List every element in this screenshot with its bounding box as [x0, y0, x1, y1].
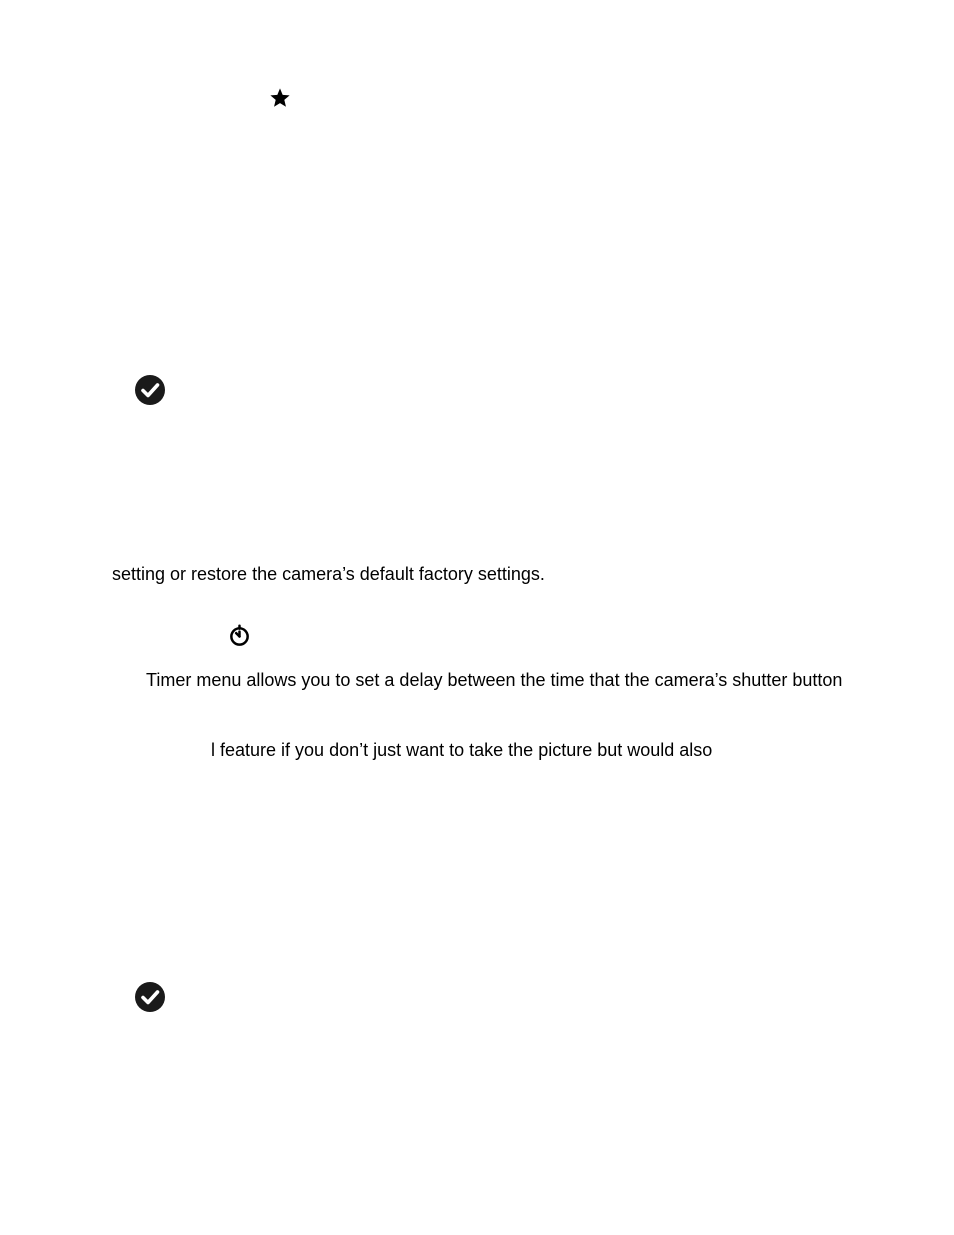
checkmark-circle-icon	[134, 981, 166, 1013]
star-icon	[269, 87, 291, 109]
checkmark-circle-icon	[134, 374, 166, 406]
reset-settings-text: setting or restore the camera’s default factory settings.	[112, 564, 545, 584]
timer-menu-text: Timer menu allows you to set a delay between the time that the camera’s shutter button	[146, 670, 843, 690]
self-timer-icon	[228, 624, 251, 647]
timer-feature-text: l feature if you don’t just want to take the picture but would also	[211, 740, 713, 760]
